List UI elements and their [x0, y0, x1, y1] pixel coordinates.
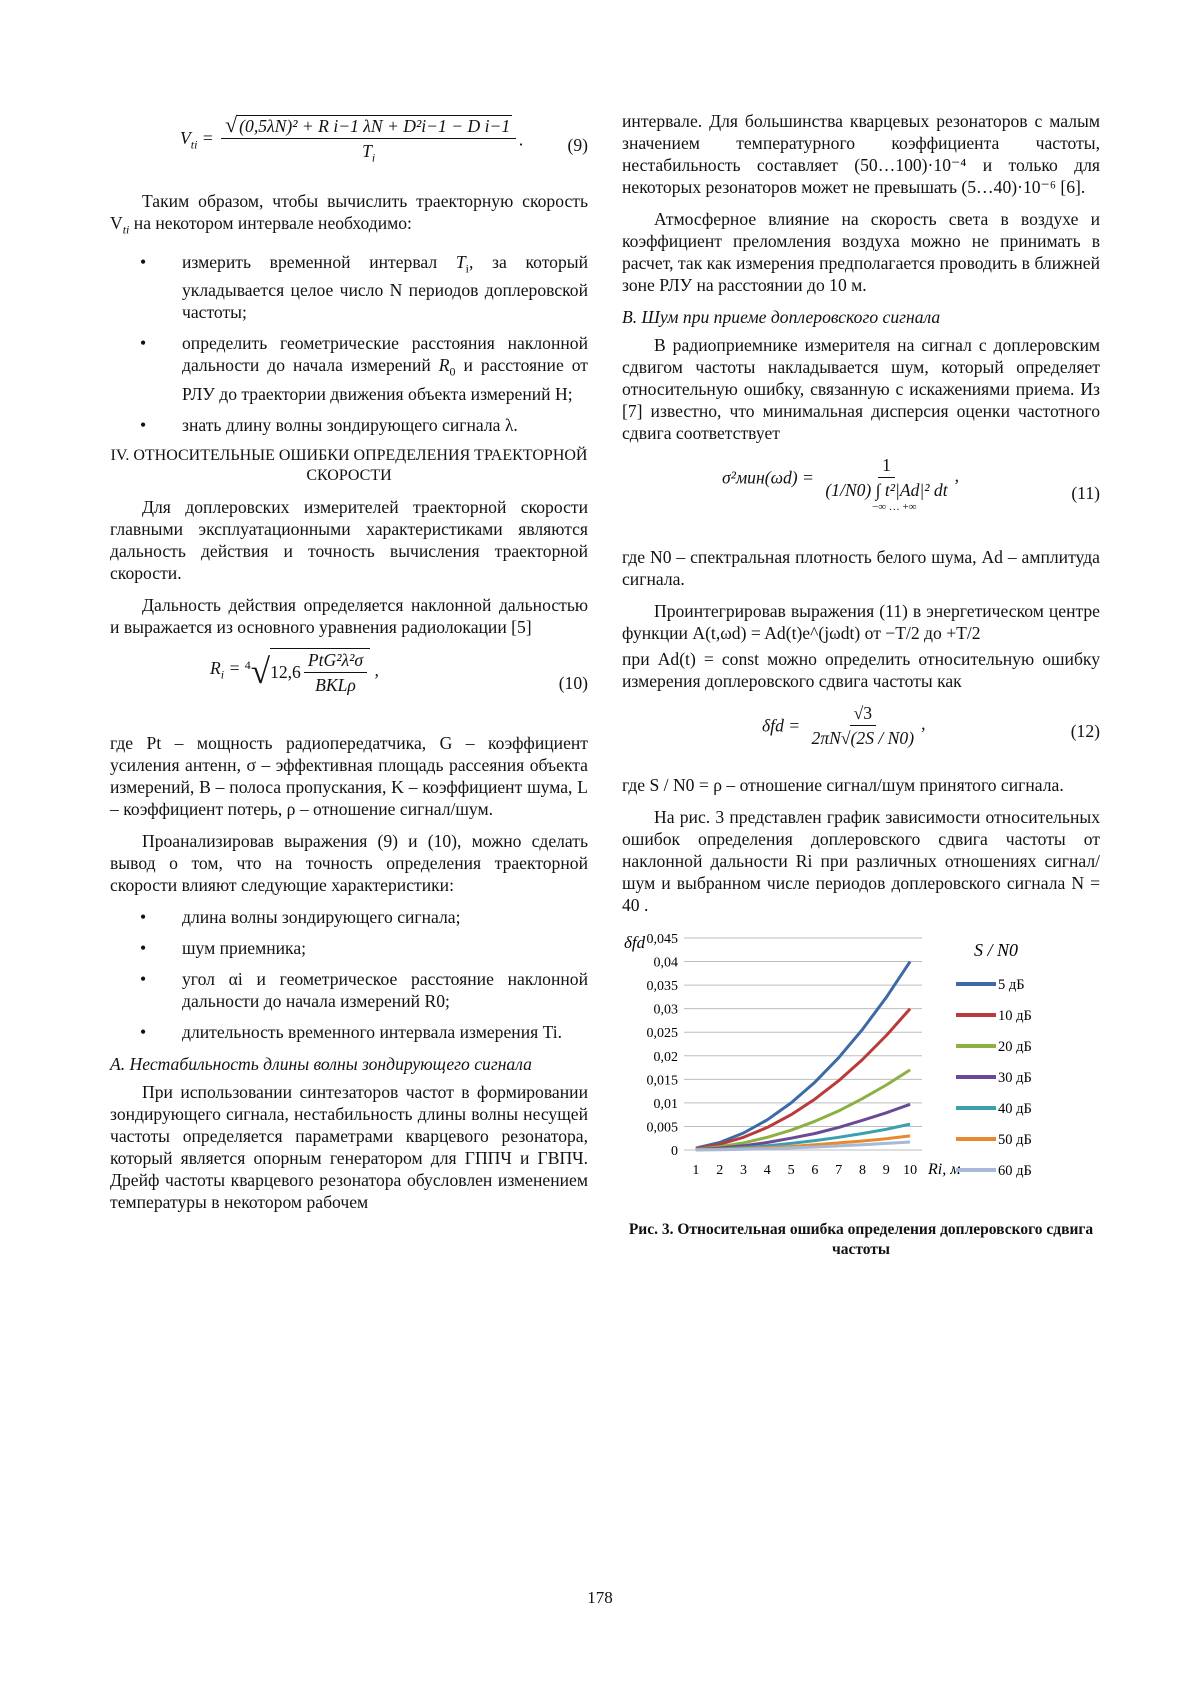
list-item: • знать длину волны зондирующего сигнала λ. [140, 414, 518, 435]
y-tick-label: 0,045 [646, 932, 678, 947]
requirements-list [110, 251, 588, 436]
series-line [696, 962, 910, 1149]
subsection-heading: B. Шум при приеме доплеровского сигнала [622, 307, 941, 327]
paragraph: где S / N0 = ρ – отношение сигнал/шум принятого сигнала. [622, 775, 1064, 795]
x-tick-label: 10 [903, 1163, 918, 1178]
equation-12: δfd = $\frac{√3}{2\pi N√(2S / N0)}$ , (12) [762, 703, 1100, 748]
eq11-number: (11) [1071, 483, 1100, 503]
paragraph: На рис. 3 представлен график зависимости относительных ошибок определения доплеровского сдвига частоты от наклонной дальности Ri при различных отношениях сигнал/шум и выбранном числе периодов доплеровского сигнала N = 40 . [622, 807, 1100, 915]
eq11-fraction: $\frac{1}{\text{(1/N0) ∫ t²|Ad|² dt}}$ [825, 455, 948, 500]
paragraph: Проинтегрировав выражения (11) в энергетическом центре функции A(t,ωd) = Ad(t)e^(jωdt) от −T/2 до +T/2 [622, 601, 1100, 643]
y-tick-label: 0 [671, 1144, 678, 1159]
eq12-number: (12) [1070, 721, 1100, 741]
list-item: • измерить временной интервал $T_i$, за который укладывается целое число N периодов доплеровской частоты; [140, 251, 588, 323]
x-tick-label: 7 [835, 1163, 843, 1178]
legend-title: S / N0 [974, 940, 1019, 960]
y-tick-label: 0,025 [646, 1026, 678, 1042]
x-tick-label: 1 [692, 1163, 700, 1178]
eq10-root-index: 4 [244, 657, 251, 672]
list-item: • определить геометрические расстояния наклонной дальности до начала измерений $R_0$ и расстояние от РЛУ до траектории движения объекта измерений H; [140, 333, 588, 404]
list-item: • шум приемника; [140, 937, 307, 958]
y-tick-label: 0,01 [653, 1096, 678, 1112]
eq10-fraction: $\frac{\text{PtG²λ²σ}}{\text{BKLρ}}$ [304, 649, 367, 696]
eq11-lhs: σ²мин(ωd) = [722, 467, 814, 488]
series-line [696, 1009, 910, 1149]
legend-label: 60 дБ [998, 1163, 1032, 1179]
eq9-number: (9) [567, 135, 588, 155]
equation-10: $R_i = ^4√$ 12,6 $\frac{\text{PtG²λ²σ}}{\text{BKLρ}}$ , (10) [210, 649, 588, 695]
list-item: • длина волны зондирующего сигнала; [140, 906, 461, 927]
eq12-lhs: δfd = [762, 715, 801, 736]
equation-9: $V_{ti}$ = $\frac{\text{√ (0,5λN)² + R i−1 λN + D²i−1 − D i−1}}{T_i}$ . (9) [110, 114, 588, 176]
section-heading: IV. ОТНОСИТЕЛЬНЫЕ ОШИБКИ ОПРЕДЕЛЕНИЯ ТРАЕКТОРНОЙ СКОРОСТИ [110, 446, 588, 484]
y-tick-label: 0,015 [646, 1073, 678, 1089]
paragraph: где N0 – спектральная плотность белого шума, Ad – амплитуда сигнала. [622, 547, 1100, 589]
y-tick-label: 0,02 [653, 1049, 678, 1065]
x-tick-label: 6 [811, 1163, 819, 1178]
x-tick-label: 3 [740, 1163, 747, 1178]
paragraph: Таким образом, чтобы вычислить траекторную скорость $V_{ti}$ на некотором интервале необходимо: [110, 191, 588, 237]
chart-svg [622, 926, 1100, 1216]
paragraph: где Pt – мощность радиопередатчика, G – коэффициент усиления антенн, σ – эффективная площадь рассеяния объекта измерений, B – полоса пропускания, K – коэффициент шума, L – коэффициент потерь, ρ – отношение сигнал/шум. [110, 732, 588, 819]
paragraph: При использовании синтезаторов частот в формировании зондирующего сигнала, нестабильность длины волны несущей частоты определяется параметрами кварцевого резонатора, который является опорным генератором для ГППЧ и ГВПЧ. Дрейф частоты кварцевого резонатора обусловлен изменением температуры в некотором рабочем [110, 1081, 588, 1212]
paragraph: интервале. Для большинства кварцевых резонаторов с малым значением температурного коэффициента частоты, нестабильность составляет (50…100)·10⁻⁴ и только для некоторых резонаторов может не превышать (5…40)·10⁻⁶ [6]. [622, 111, 1100, 197]
figure-caption: Рис. 3. Относительная ошибка определения доплеровского сдвига частоты [628, 1221, 1094, 1258]
x-axis-label: Ri, м [928, 1161, 961, 1178]
y-tick-label: 0,035 [646, 979, 678, 995]
eq10-coef: 12,6 [270, 662, 301, 683]
page-number: 178 [587, 1588, 613, 1607]
eq10-lhs: $R_i$ = [210, 658, 241, 682]
legend-label: 50 дБ [998, 1132, 1032, 1148]
paragraph: Проанализировав выражения (9) и (10), можно сделать вывод о том, что на точность определения траекторной скорости влияют следующие характеристики: [110, 830, 588, 895]
x-tick-label: 2 [716, 1163, 724, 1178]
legend-label: 20 дБ [998, 1039, 1032, 1055]
eq11-limits: −∞ … +∞ [872, 501, 917, 513]
right-column [622, 110, 1100, 1260]
paragraph: Дальность действия определяется наклонной дальностью и выражается из основного уравнения радиолокации [5] [110, 594, 588, 637]
left-column [110, 110, 588, 1223]
legend-label: 30 дБ [998, 1070, 1032, 1086]
paragraph: Для доплеровских измерителей траекторной скорости главными эксплуатационными характеристиками являются дальность действия и точность вычисления траекторной скорости. [110, 496, 588, 583]
y-tick-label: 0,04 [653, 955, 678, 971]
figure-3-chart [622, 926, 1100, 1216]
x-tick-label: 9 [882, 1163, 890, 1178]
x-tick-label: 4 [763, 1163, 771, 1178]
paragraph: Атмосферное влияние на скорость света в воздухе и коэффициент преломления воздуха можно не принимать в расчет, так как измерения предполагается проводить в ближней зоне РЛУ на расстоянии до 10 м. [622, 209, 1100, 295]
eq10-number: (10) [558, 672, 588, 693]
x-tick-label: 5 [787, 1163, 795, 1178]
eq9-numerator: (0,5λN)² + R i−1 λN + D²i−1 − D i−1 [239, 116, 511, 136]
factors-list [110, 906, 588, 1043]
subsection-heading: A. Нестабильность длины волны зондирующего сигнала [110, 1053, 532, 1074]
y-tick-label: 0,005 [646, 1120, 678, 1136]
list-item: • угол αi и геометрическое расстояние наклонной дальности до начала измерений R0; [140, 968, 588, 1011]
list-item: • длительность временного интервала измерения Ti. [140, 1021, 563, 1042]
equation-11: σ²мин(ωd) = $\frac{1}{\text{(1/N0) ∫ t²|Ad|² dt}}$ , −∞ … +∞ (11) [722, 455, 1100, 513]
eq9-lhs: $V_{ti}$ = [180, 127, 214, 152]
y-axis-label: δfd [624, 933, 646, 952]
x-tick-label: 8 [859, 1163, 866, 1178]
eq12-fraction: $\frac{√3}{2\pi N√(2S / N0)}$ [811, 703, 915, 748]
y-tick-label: 0,03 [653, 1002, 678, 1018]
paragraph: при Ad(t) = const можно определить относительную ошибку измерения доплеровского сдвига частоты как [622, 649, 1100, 691]
legend-label: 10 дБ [998, 1008, 1032, 1024]
legend-label: 5 дБ [998, 977, 1025, 993]
eq9-fraction: $\frac{\text{√ (0,5λN)² + R i−1 λN + D²i−1 − D i−1}}{T_i}$ [221, 114, 516, 169]
paragraph: В радиоприемнике измерителя на сигнал с доплеровским сдвигом частоты накладывается шум, который определяет относительную ошибку, связанную с искажениями приема. Из [7] известно, что минимальная дисперсия оценки частотного сдвига соответствует [622, 335, 1100, 443]
legend-label: 40 дБ [998, 1101, 1032, 1117]
